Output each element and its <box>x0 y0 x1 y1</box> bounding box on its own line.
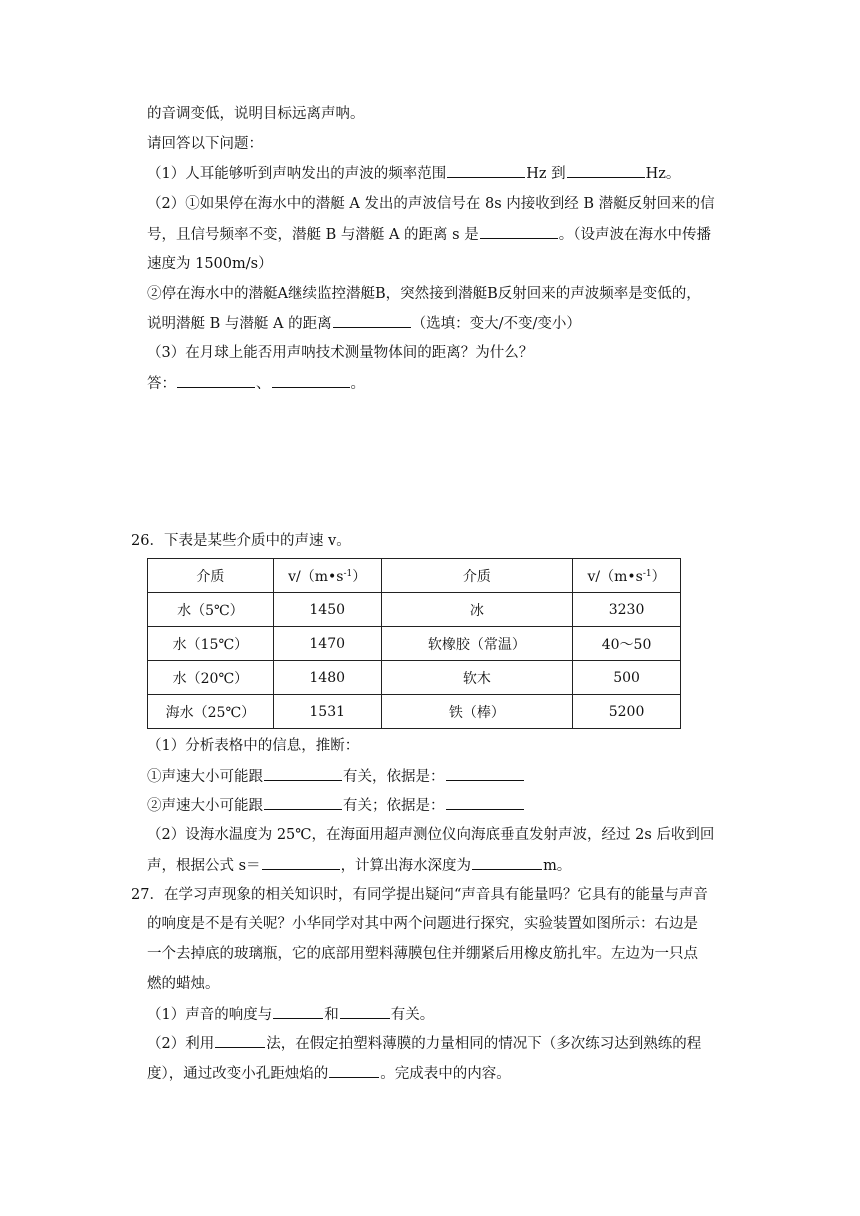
q25-part2-line1: （2）①如果停在海水中的潜艇 A 发出的声波信号在 8s 内接收到经 B 潜艇反射回来的信 <box>147 196 715 212</box>
q27-line2: 的响度是不是有关呢？小华同学对其中两个问题进行探究，实验装置如图所示：右边是 <box>147 916 698 932</box>
answer-blank[interactable] <box>262 855 340 870</box>
table-cell: 40～50 <box>573 627 681 661</box>
table-row <box>148 593 681 627</box>
answer-blank[interactable] <box>177 373 255 388</box>
table-cell: 1531 <box>273 695 381 729</box>
answer-blank[interactable] <box>215 1033 265 1048</box>
separator: 、 <box>256 376 271 392</box>
answer-blank[interactable] <box>567 163 645 178</box>
q26-text: ①声速大小可能跟 <box>147 769 263 785</box>
q26-title: 26．下表是某些介质中的声速 v。 <box>131 533 351 549</box>
table-cell: 水（15℃） <box>148 627 274 661</box>
answer-blank[interactable] <box>273 1004 323 1019</box>
q27-part1 <box>147 1004 434 1025</box>
table-cell: 水（20℃） <box>148 661 274 695</box>
header-speed: $v/(m•s^{-1})$ <box>273 559 381 593</box>
q27-part2-line1 <box>147 1033 701 1054</box>
q27-text: 法，在假定拍塑料薄膜的力量相同的情况下（多次练习达到熟练的程 <box>266 1036 702 1052</box>
q27-line1: 27．在学习声现象的相关知识时，有同学提出疑问“声音具有能量吗？它具有的能量与声音 <box>131 887 708 903</box>
q26-text: 声，根据公式 s＝ <box>147 858 261 874</box>
table-cell: 3230 <box>573 593 681 627</box>
q27-text: （2）利用 <box>147 1036 215 1052</box>
q27-line3: 一个去掉底的玻璃瓶，它的底部用塑料薄膜包住并绷紧后用橡皮筋扎牢。左边为一只点 <box>147 946 698 962</box>
q27-text: （1）声音的响度与 <box>147 1007 273 1023</box>
q25-part1 <box>147 163 680 184</box>
q26-sub2-line2 <box>147 855 571 876</box>
q26-sub1-item1 <box>147 766 525 787</box>
q25-part1-unit: Hz 到 <box>526 166 566 182</box>
table-cell: 水（5℃） <box>148 593 274 627</box>
q27-line4: 燃的蜡烛。 <box>147 976 220 992</box>
q27-text: 。完成表中的内容。 <box>380 1066 511 1082</box>
q26-text: ②声速大小可能跟 <box>147 798 263 814</box>
q25-part2-text: 号，且信号频率不变，潜艇 B 与潜艇 A 的距离 s 是 <box>147 227 479 243</box>
answer-blank[interactable] <box>446 766 524 781</box>
q25-part1-text: （1）人耳能够听到声呐发出的声波的频率范围 <box>147 166 447 182</box>
answer-blank[interactable] <box>447 163 525 178</box>
q26-text: 有关，依据是： <box>343 769 445 785</box>
table-cell: 铁（棒） <box>381 695 572 729</box>
q25-part2-line5 <box>147 313 581 334</box>
answer-blank[interactable] <box>472 855 542 870</box>
header-medium: 介质 <box>148 559 274 593</box>
table-cell: 海水（25℃） <box>148 695 274 729</box>
table-cell: 5200 <box>573 695 681 729</box>
table-header-row <box>148 559 681 593</box>
table-cell: 1470 <box>273 627 381 661</box>
answer-blank[interactable] <box>340 1004 390 1019</box>
q27-text: 有关。 <box>390 1007 435 1023</box>
q25-part1-unit: Hz。 <box>645 166 681 182</box>
table-cell: 软橡胶（常温） <box>381 627 572 661</box>
q25-part3: （3）在月球上能否用声呐技术测量物体间的距离？为什么？ <box>147 345 534 361</box>
q25-part2-text: 。（设声波在海水中传播 <box>558 227 711 243</box>
q27-text: 和 <box>324 1007 339 1023</box>
table-cell: 500 <box>573 661 681 695</box>
q25-part2-text: 说明潜艇 B 与潜艇 A 的距离 <box>147 316 332 332</box>
q26-sub1: （1）分析表格中的信息，推断： <box>147 738 360 754</box>
answer-blank[interactable] <box>272 373 350 388</box>
header-speed: $v/(m•s^{-1})$ <box>573 559 681 593</box>
answer-blank[interactable] <box>264 795 342 810</box>
answer-blank[interactable] <box>480 224 558 239</box>
period: 。 <box>350 376 365 392</box>
table-cell: 1480 <box>273 661 381 695</box>
q25-part2-line2 <box>147 224 711 245</box>
table-cell: 冰 <box>381 593 572 627</box>
answer-blank[interactable] <box>446 795 524 810</box>
sound-speed-table <box>147 558 681 729</box>
q25-text-line: 的音调变低，说明目标远离声呐。 <box>147 106 365 122</box>
q25-part2-line4: ②停在海水中的潜艇A继续监控潜艇B，突然接到潜艇B反射回来的声波频率是变低的， <box>147 286 701 302</box>
q27-part2-line2 <box>147 1063 511 1084</box>
q27-text: 度），通过改变小孔距烛焰的 <box>147 1066 329 1082</box>
q26-text: m。 <box>543 858 572 874</box>
q25-part3-answer <box>147 373 365 394</box>
q25-part2-text: （选填：变大/不变/变小） <box>411 316 581 332</box>
answer-blank[interactable] <box>329 1063 379 1078</box>
q26-sub1-item2 <box>147 795 525 816</box>
q25-prompt: 请回答以下问题： <box>147 136 263 152</box>
table-cell: 1450 <box>273 593 381 627</box>
answer-blank[interactable] <box>333 313 411 328</box>
q25-part2-line3: 速度为 1500m/s） <box>147 256 273 272</box>
q26-text: 有关；依据是： <box>343 798 445 814</box>
table-row <box>148 695 681 729</box>
answer-blank[interactable] <box>264 766 342 781</box>
q26-sub2-line1: （2）设海水温度为 25℃，在海面用超声测位仪向海底垂直发射声波，经过 2s 后收到回 <box>147 827 715 843</box>
table-row <box>148 661 681 695</box>
q26-text: ，计算出海水深度为 <box>340 858 472 874</box>
answer-label: 答： <box>147 376 176 392</box>
table-row <box>148 627 681 661</box>
header-medium: 介质 <box>381 559 572 593</box>
table-cell: 软木 <box>381 661 572 695</box>
